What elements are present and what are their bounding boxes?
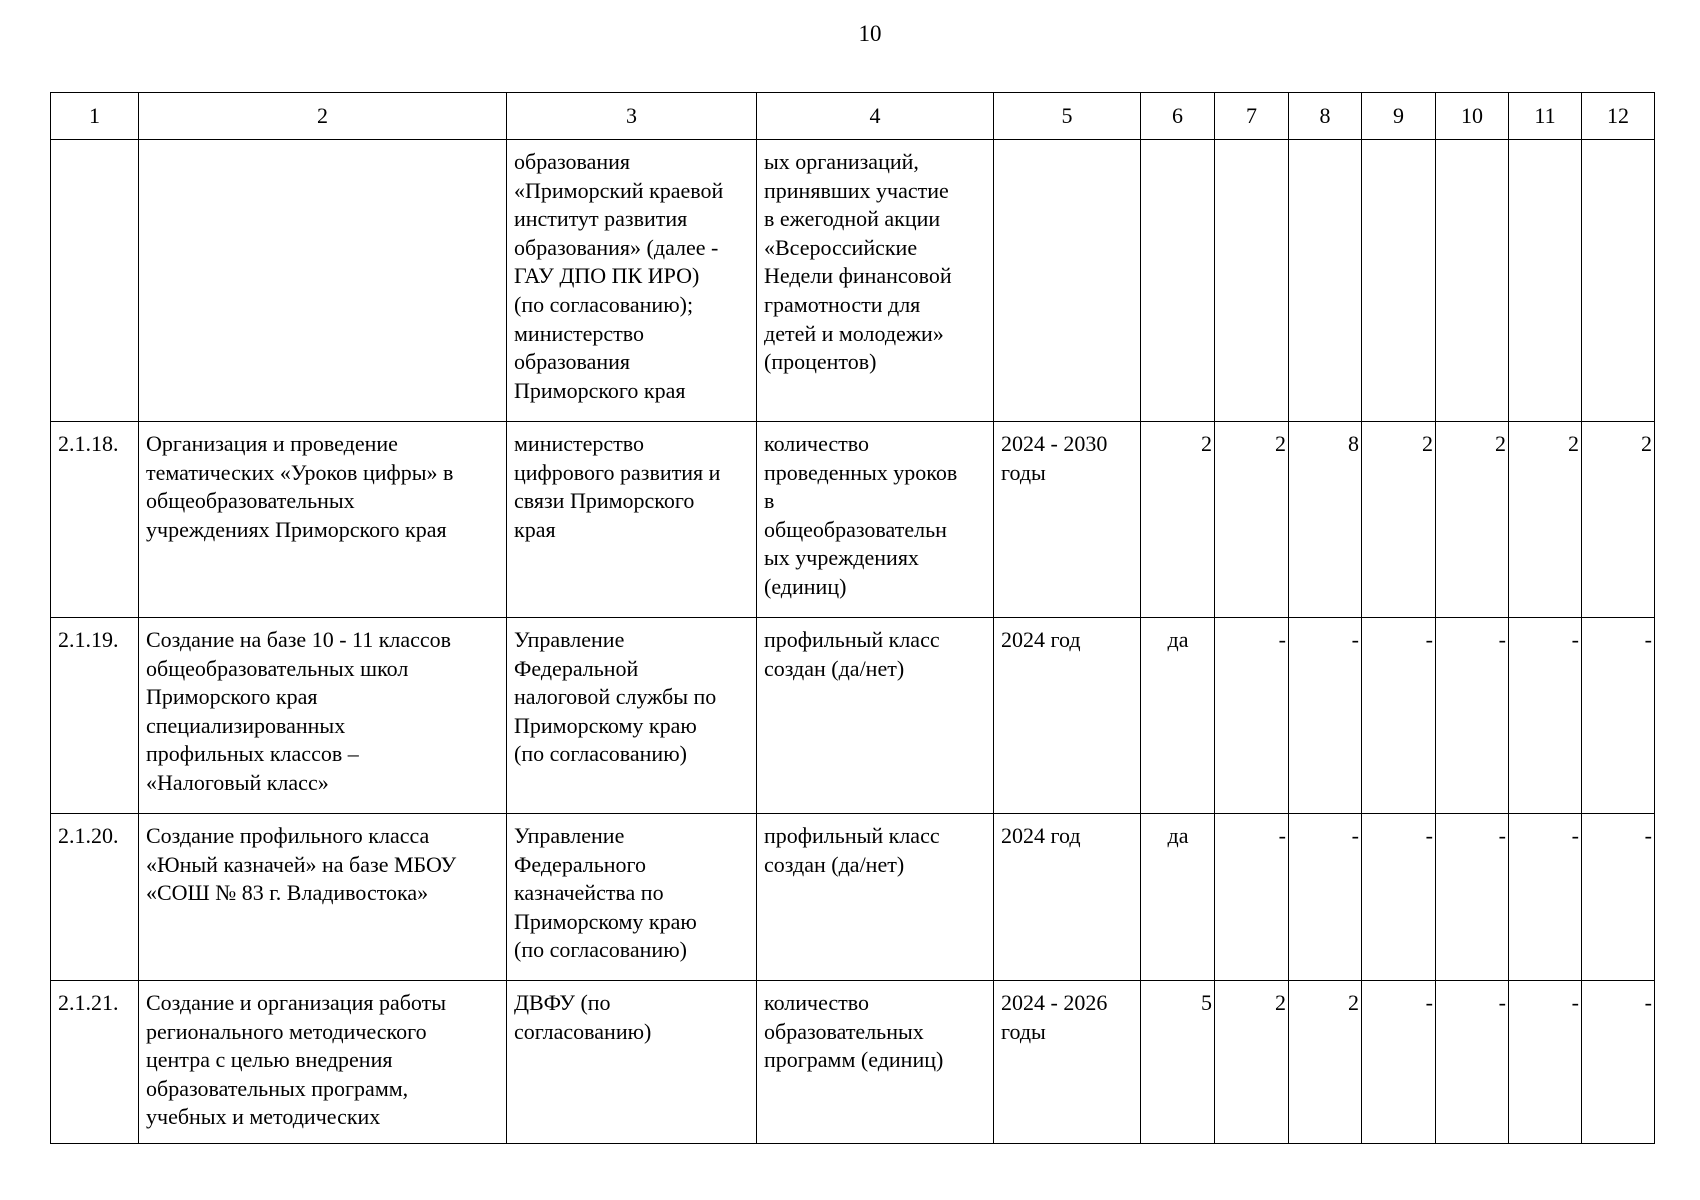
header-cell: 8 (1289, 93, 1362, 140)
table-row (51, 140, 1655, 422)
implementation-period: 2024 - 2030 годы (994, 422, 1141, 618)
value-cell (1289, 140, 1362, 422)
item-number: 2.1.18. (51, 422, 139, 618)
value-cell: 2 (1289, 981, 1362, 1144)
measure-name: Создание на базе 10 - 11 классов общеобразовательных школ Приморского края специализированных профильных классов – «Налоговый класс» (139, 618, 507, 814)
implementation-period (994, 140, 1141, 422)
value-cell: - (1509, 618, 1582, 814)
indicator-name: количество проведенных уроков в общеобразовательн ых учреждениях (единиц) (757, 422, 994, 618)
measure-name (139, 140, 507, 422)
header-cell: 2 (139, 93, 507, 140)
indicator-name: количество образовательных программ (единиц) (757, 981, 994, 1144)
value-cell: - (1362, 981, 1436, 1144)
responsible-executor: образования «Приморский краевой институт развития образования» (далее - ГАУ ДПО ПК ИРО) (по согласованию); министерство образования Приморского края (507, 140, 757, 422)
measures-table (50, 92, 1655, 1144)
value-cell: 2 (1215, 422, 1289, 618)
indicator-name: профильный класс создан (да/нет) (757, 618, 994, 814)
value-cell: - (1362, 814, 1436, 981)
value-cell: 2 (1436, 422, 1509, 618)
header-cell: 10 (1436, 93, 1509, 140)
responsible-executor: ДВФУ (по согласованию) (507, 981, 757, 1144)
value-cell: - (1436, 814, 1509, 981)
header-cell: 9 (1362, 93, 1436, 140)
measure-name: Создание профильного класса «Юный казначей» на базе МБОУ «СОШ № 83 г. Владивостока» (139, 814, 507, 981)
table-row (51, 981, 1655, 1144)
value-cell: - (1582, 814, 1655, 981)
header-cell: 6 (1141, 93, 1215, 140)
value-cell (1362, 140, 1436, 422)
header-cell: 5 (994, 93, 1141, 140)
item-number (51, 140, 139, 422)
value-cell: - (1289, 814, 1362, 981)
value-cell: 8 (1289, 422, 1362, 618)
value-cell: - (1436, 981, 1509, 1144)
header-cell: 11 (1509, 93, 1582, 140)
value-cell: - (1509, 981, 1582, 1144)
value-cell: - (1215, 814, 1289, 981)
value-cell: да (1141, 618, 1215, 814)
item-number: 2.1.20. (51, 814, 139, 981)
value-cell: 2 (1509, 422, 1582, 618)
implementation-period: 2024 год (994, 618, 1141, 814)
header-cell: 3 (507, 93, 757, 140)
value-cell (1509, 140, 1582, 422)
measure-name: Организация и проведение тематических «Уроков цифры» в общеобразовательных учреждениях Приморского края (139, 422, 507, 618)
value-cell: - (1582, 981, 1655, 1144)
implementation-period: 2024 год (994, 814, 1141, 981)
value-cell: - (1509, 814, 1582, 981)
responsible-executor: Управление Федеральной налоговой службы по Приморскому краю (по согласованию) (507, 618, 757, 814)
header-cell: 7 (1215, 93, 1289, 140)
header-row (51, 93, 1655, 140)
value-cell: 2 (1215, 981, 1289, 1144)
item-number: 2.1.21. (51, 981, 139, 1144)
value-cell (1436, 140, 1509, 422)
table-row (51, 618, 1655, 814)
responsible-executor: Управление Федерального казначейства по Приморскому краю (по согласованию) (507, 814, 757, 981)
value-cell: - (1215, 618, 1289, 814)
value-cell (1141, 140, 1215, 422)
value-cell: - (1289, 618, 1362, 814)
responsible-executor: министерство цифрового развития и связи Приморского края (507, 422, 757, 618)
item-number: 2.1.19. (51, 618, 139, 814)
measure-name: Создание и организация работы регионального методического центра с целью внедрения образовательных программ, учебных и методических (139, 981, 507, 1144)
indicator-name: профильный класс создан (да/нет) (757, 814, 994, 981)
table-row (51, 814, 1655, 981)
header-cell: 4 (757, 93, 994, 140)
value-cell (1582, 140, 1655, 422)
value-cell: 2 (1141, 422, 1215, 618)
value-cell: - (1436, 618, 1509, 814)
page-number: 10 (858, 21, 882, 46)
value-cell: 5 (1141, 981, 1215, 1144)
value-cell: 2 (1362, 422, 1436, 618)
value-cell (1215, 140, 1289, 422)
value-cell: - (1582, 618, 1655, 814)
value-cell: 2 (1582, 422, 1655, 618)
value-cell: да (1141, 814, 1215, 981)
implementation-period: 2024 - 2026 годы (994, 981, 1141, 1144)
value-cell: - (1362, 618, 1436, 814)
header-cell: 1 (51, 93, 139, 140)
header-cell: 12 (1582, 93, 1655, 140)
table-row (51, 422, 1655, 618)
indicator-name: ых организаций, принявших участие в ежегодной акции «Всероссийские Недели финансовой грамотности для детей и молодежи» (процентов) (757, 140, 994, 422)
